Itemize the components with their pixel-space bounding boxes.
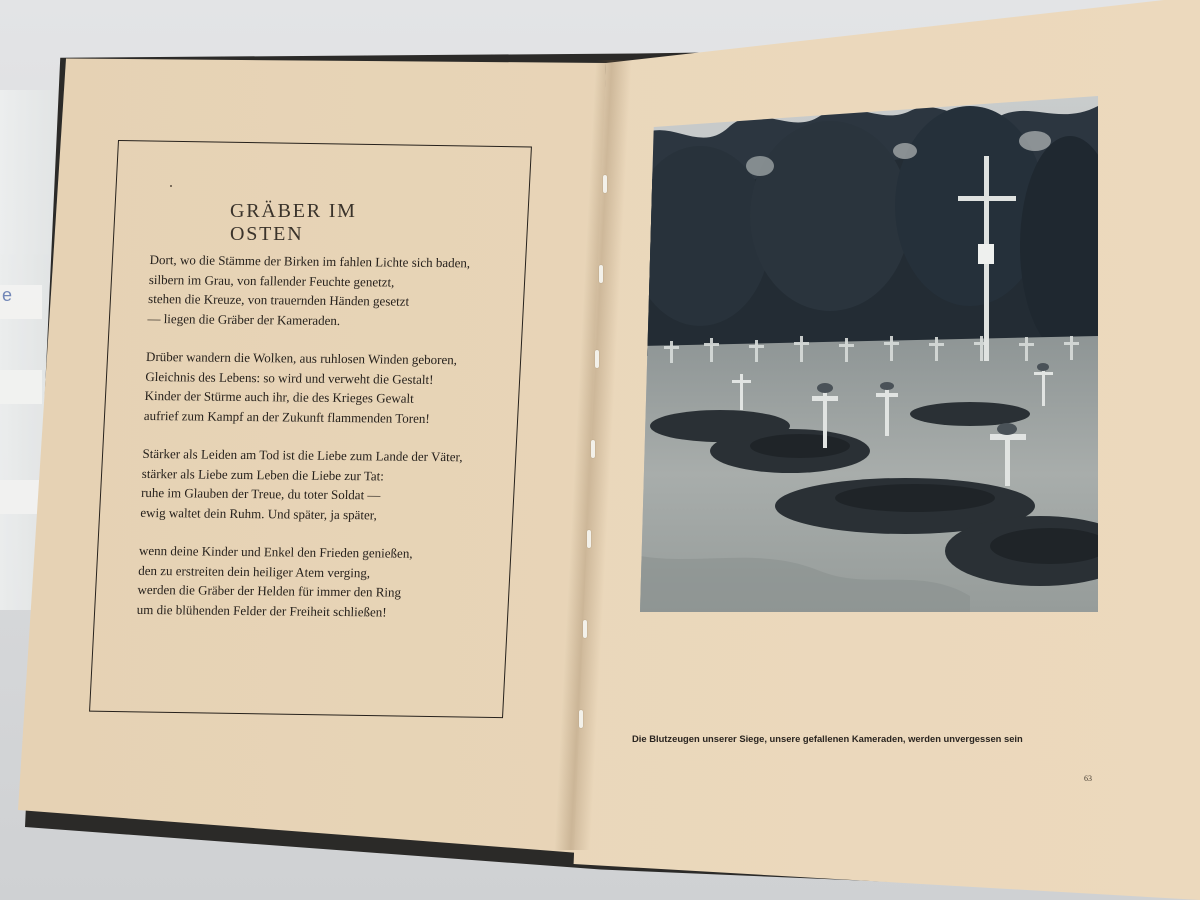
poem-line: aufrief zum Kampf an der Zukunft flammenden Toren! [143, 407, 431, 426]
poem-line: — liegen die Gräber der Kameraden. [147, 310, 341, 328]
poem-line: wenn deine Kinder und Enkel den Frieden genießen, [138, 542, 413, 561]
poem-line: um die blühenden Felder der Freiheit schließen! [136, 601, 387, 619]
poem-line: ewig waltet dein Ruhm. Und später, ja später, [140, 504, 378, 522]
binding-stitch [579, 710, 583, 728]
poem-line: stehen die Kreuze, von trauernden Händen gesetzt [147, 290, 410, 309]
poem-stanza [147, 250, 500, 332]
poem-line: ruhe im Glauben der Treue, du toter Soldat — [140, 484, 381, 503]
poem-stanza [140, 444, 493, 526]
poem-line: Stärker als Leiden am Tod ist die Liebe zum Lande der Väter, [142, 445, 463, 465]
binding-stitch [595, 350, 599, 368]
poem-line: Dort, wo die Stämme der Birken im fahlen Lichte sich baden, [149, 251, 471, 271]
page-number: 63 [1084, 774, 1092, 783]
poem-body [136, 250, 500, 642]
poem-title: GRÄBER IM OSTEN [230, 200, 357, 245]
poem-line: Drüber wandern die Wolken, aus ruhlosen Winden geboren, [145, 348, 458, 368]
poem-stanza [136, 541, 489, 623]
poem-stanza [144, 347, 497, 429]
cemetery-photograph [640, 96, 1098, 612]
sleeve-label-fragment: e [0, 285, 42, 319]
sleeve-label-fragment [0, 480, 42, 514]
binding-stitch [599, 265, 603, 283]
poem-line: stärker als Liebe zum Leben die Liebe zur Tat: [141, 465, 385, 483]
poem-line: Kinder der Stürme auch ihr, die des Krieges Gewalt [144, 387, 415, 406]
binding-stitch [603, 175, 607, 193]
poem-line: werden die Gräber der Helden für immer den Ring [137, 581, 402, 600]
binding-stitch [591, 440, 595, 458]
binding-stitch [587, 530, 591, 548]
poem-line: Gleichnis des Lebens: so wird und verweht die Gestalt! [145, 368, 434, 387]
binding-stitch [583, 620, 587, 638]
poem-line: den zu erstreiten dein heiliger Atem verging, [137, 562, 371, 580]
poem-line: silbern im Grau, von fallender Feuchte genetzt, [148, 271, 395, 290]
photo-caption: Die Blutzeugen unserer Siege, unsere gefallenen Kameraden, werden unvergessen sein [632, 733, 1023, 744]
sleeve-label-fragment [0, 370, 42, 404]
print-speck [170, 185, 172, 187]
